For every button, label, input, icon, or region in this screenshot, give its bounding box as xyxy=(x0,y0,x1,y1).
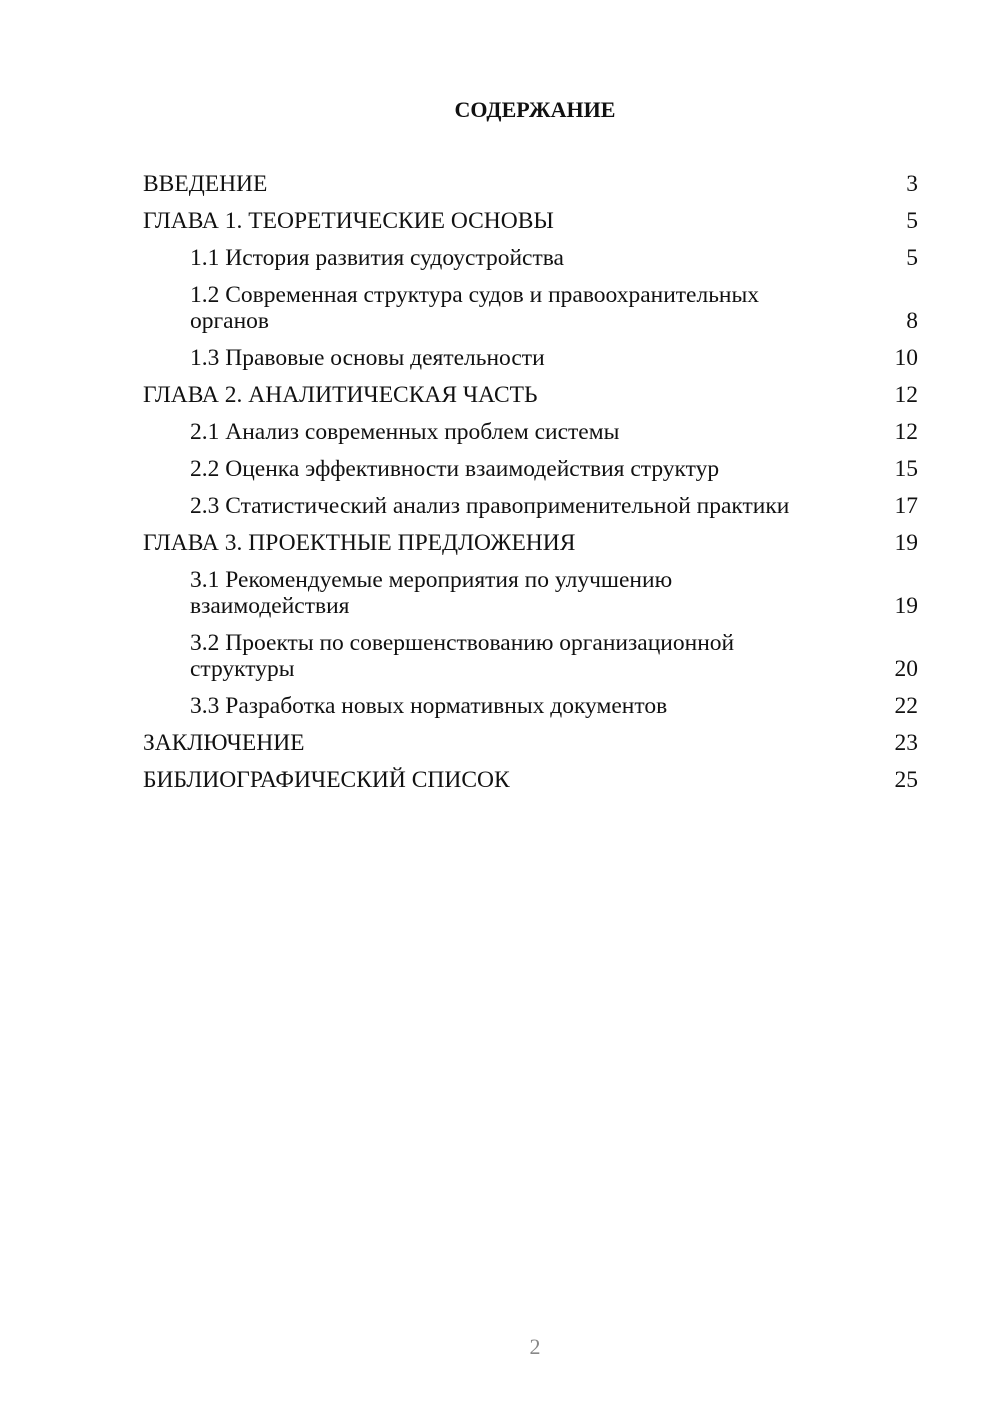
toc-chapter xyxy=(143,208,918,234)
toc-subsection xyxy=(143,493,918,519)
toc-entry-page: 23 xyxy=(894,730,918,756)
toc-entry-page: 10 xyxy=(894,345,918,371)
toc-entry-title: ВВЕДЕНИЕ xyxy=(143,171,268,197)
toc-entry-title: 2.1 Анализ современных проблем системы xyxy=(190,419,620,445)
toc-entry-page: 15 xyxy=(894,456,918,482)
toc-entry-page: 5 xyxy=(906,208,918,234)
toc-subsection xyxy=(143,567,918,619)
toc-chapter xyxy=(143,530,918,556)
toc-entry-page: 12 xyxy=(894,382,918,408)
toc-entry-page: 12 xyxy=(894,419,918,445)
toc-subsection xyxy=(143,693,918,719)
toc-subsection xyxy=(143,282,918,334)
page-number: 2 xyxy=(529,1334,541,1359)
toc-subsection xyxy=(143,456,918,482)
toc-entry-title: 1.2 Современная структура судов и правоохранительных органов xyxy=(190,282,760,334)
toc-entry-title: ГЛАВА 2. АНАЛИТИЧЕСКАЯ ЧАСТЬ xyxy=(143,382,538,408)
toc-entry-page: 19 xyxy=(894,593,918,619)
toc-entry-page: 20 xyxy=(894,656,918,682)
toc-chapter xyxy=(143,382,918,408)
toc-entry-page: 8 xyxy=(906,308,918,334)
table-of-contents xyxy=(143,171,918,804)
toc-entry-title: БИБЛИОГРАФИЧЕСКИЙ СПИСОК xyxy=(143,767,510,793)
toc-entry-page: 19 xyxy=(894,530,918,556)
toc-chapter xyxy=(143,730,918,756)
toc-entry-title: ГЛАВА 3. ПРОЕКТНЫЕ ПРЕДЛОЖЕНИЯ xyxy=(143,530,576,556)
toc-entry-title: 2.3 Статистический анализ правоприменительной практики xyxy=(190,493,790,519)
toc-entry-title: 3.2 Проекты по совершенствованию организационной структуры xyxy=(190,630,735,682)
toc-chapter xyxy=(143,767,918,793)
toc-subsection xyxy=(143,419,918,445)
toc-entry-title: 2.2 Оценка эффективности взаимодействия структур xyxy=(190,456,720,482)
toc-entry-page: 17 xyxy=(894,493,918,519)
toc-chapter xyxy=(143,171,918,197)
toc-entry-title: 3.1 Рекомендуемые мероприятия по улучшению взаимодействия xyxy=(190,567,673,619)
toc-entry-page: 22 xyxy=(894,693,918,719)
toc-subsection xyxy=(143,630,918,682)
toc-subsection xyxy=(143,245,918,271)
toc-entry-title: ЗАКЛЮЧЕНИЕ xyxy=(143,730,305,756)
toc-entry-page: 5 xyxy=(906,245,918,271)
toc-entry-title: 3.3 Разработка новых нормативных документов xyxy=(190,693,668,719)
toc-subsection xyxy=(143,345,918,371)
toc-entry-page: 3 xyxy=(906,171,918,197)
page-title: СОДЕРЖАНИЕ xyxy=(454,97,616,122)
toc-entry-title: 1.3 Правовые основы деятельности xyxy=(190,345,545,371)
toc-entry-title: ГЛАВА 1. ТЕОРЕТИЧЕСКИЕ ОСНОВЫ xyxy=(143,208,554,234)
toc-entry-page: 25 xyxy=(894,767,918,793)
toc-entry-title: 1.1 История развития судоустройства xyxy=(190,245,564,271)
